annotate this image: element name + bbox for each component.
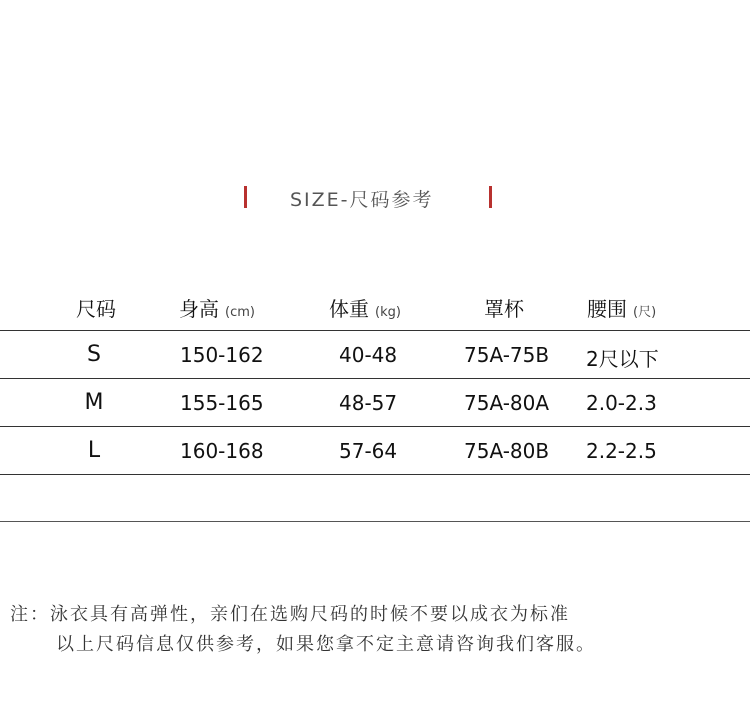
cell-cup: 75A-80B: [464, 439, 550, 463]
title-accent-bar-right: [489, 186, 492, 208]
size-notes: [10, 600, 596, 660]
header-weight: 体重 (kg): [329, 297, 401, 321]
table-row: [0, 331, 750, 379]
size-table: [0, 280, 750, 522]
page-title: SIZE-尺码参考: [290, 189, 434, 211]
header-cup: 罩杯: [484, 297, 524, 321]
cell-cup: 75A-75B: [464, 343, 550, 367]
note-line-2: 以上尺码信息仅供参考，如果您拿不定主意请咨询我们客服。: [56, 634, 596, 655]
header-waist: 腰围 (尺): [587, 297, 657, 321]
cell-waist: 2尺以下: [586, 347, 659, 371]
header-height: 身高 (cm): [179, 297, 255, 321]
cell-cup: 75A-80A: [464, 391, 550, 415]
cell-weight: 40-48: [339, 343, 398, 367]
cell-waist: 2.0-2.3: [586, 391, 657, 415]
note-line-1: 注：泳衣具有高弹性，亲们在选购尺码的时候不要以成衣为标准: [10, 604, 570, 625]
header-height-unit: (cm): [225, 305, 255, 320]
header-waist-unit: (尺): [633, 305, 657, 320]
cell-waist: 2.2-2.5: [586, 439, 657, 463]
header-size: 尺码: [76, 297, 116, 321]
cell-weight: 57-64: [339, 439, 398, 463]
title-accent-bar-left: [244, 186, 247, 208]
cell-size: S: [87, 342, 101, 367]
table-header-row: [0, 280, 750, 331]
cell-size: M: [84, 390, 104, 415]
header-weight-unit: (kg): [375, 305, 401, 320]
table-row: [0, 427, 750, 475]
size-chart-title: [0, 184, 750, 212]
table-row: [0, 379, 750, 427]
cell-height: 160-168: [180, 439, 264, 463]
table-row-empty: [0, 475, 750, 522]
cell-height: 150-162: [180, 343, 264, 367]
cell-height: 155-165: [180, 391, 264, 415]
cell-weight: 48-57: [339, 391, 398, 415]
cell-size: L: [87, 438, 101, 463]
